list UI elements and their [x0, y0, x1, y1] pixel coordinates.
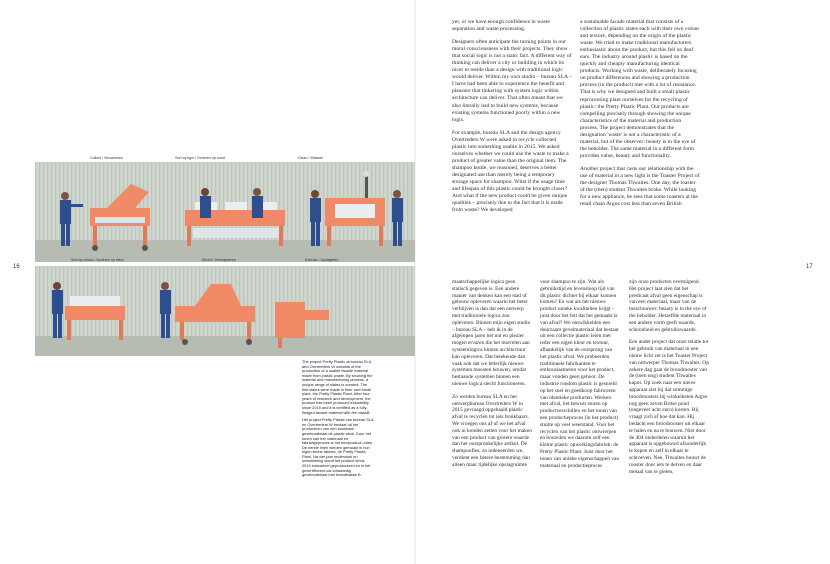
- photo-label-collect: Collect / Verzamelen: [90, 156, 123, 160]
- paragraph: a sustainable facade material that consists of a collection of plastic slates each with their own colour and texture, depending on the origin of the plastic waste. We tried to make traditional manufacturers enthusiastic about the product, but this fell on deaf ears. The industry around plastic is based on the quickly and cheaply manufacturing identical products. Working with waste, deliberately focusing on product differences and showing a production process (in the product) met with a lot of resistance. That is why we designed and built a small plastic reprocessing plant ourselves for the recycling of plastic: the Pretty Plastic Plant. Our products are compelling precisely through showing the unique characteristics of the material and production process. The project demonstrates that the designation 'waste' is not a characteristic of a material, but of the observer: beauty is in the eye of the beholder. The same material in a different form provides value, beauty and functionality.: [580, 19, 700, 159]
- english-column-2: [580, 19, 700, 214]
- dutch-column-3: [629, 279, 709, 481]
- photo-label-shred: Shred / Versnipperen: [202, 258, 236, 262]
- paragraph: For example, bureau SLA and the design agency Overtreders W were asked to recycle collected plastic into something usable in 2015. We asked ourselves whether we could use the waste to make a product of greater value than the original item. The shampoo bottle, we reasoned, deserves a better designated use than merely being a temporary storage space for shampoo. What if the usage time and lifespan of this plastic could be brought closer? And what if the new product could be given unique qualities – precisely due to the fact that it is made from waste? We developed: [452, 129, 569, 214]
- english-column-1: [452, 19, 572, 220]
- paragraph: Another project that casts our relationship with the use of material in a new light is the Toaster Project of the designer Thomas Thwaites. One day, the toaster of the (then) student Thwaites broke. While looking for a new appliance, he sees that some toasters at the retail chain Argos cost less than seven British: [580, 165, 700, 208]
- paragraph: Een ander project dat onze relatie tot het gebruik van materiaal in een nieuw licht zet is het Toaster Project van ontwerper Thomas Thwaites. Op zekere dag gaat de broodrooster van de (toen nog) student Thwaites kapot. Op zoek naar een nieuw apparaat ziet hij dat sommige broodroosters bij winkelketen Argos nog geen zeven Britse pond (ongeveer acht euro) kosten. Hij vraagt zich af hoe dat kan. Hij bedacht een broodrooster uit elkaar te halen en na te bouwen. Niet door de 404 onderdelen waaruit het apparaat is opgebouwd afzonderlijk te kopen en zelf in elkaar te schroeven. Nee, Thwaites bouwt de rooster door iets te delven en daar metaal van te gieten,: [629, 339, 709, 475]
- process-photo-top: [35, 162, 415, 262]
- photo-label-extrude: Extrude / Spuitgieten: [305, 258, 339, 262]
- paragraph: maatschappelijke logica geen statisch gegeven is. Een andere manier van denken kan een stad of gebouw opleveren waarin het beter verblijven is dan dat een ontwerp met traditionele logica zou opleveren. Binnen mijn eigen studio – bureau SLA – heb ik in de afgelopen jaren het nut en plezier mogen ervaren die het morrelen aan systeemlogica binnen architectuur kan opleveren. Dat betekende dan vaak ook dat we letterlijk nieuwe systemen moesten bouwen, omdat bestaande systemen binnen een nieuwe logica slecht functioneren.: [452, 279, 531, 387]
- paragraph: Zo werden bureau SLA en het ontwerpbureau Overtreders W in 2015 gevraagd opgehaald plastic afval te recyclen tot iets bruikbaars. We vroegen ons af of we het afval ook in konden zetten voor het maken van een product van grotere waarde dan het oorspronkelijke artikel. De shampoofles, zo redeneerden we, verdient een betere bestemming dan alleen maar tijdelijke opslagruimte: [452, 393, 532, 468]
- photo-label-clean: Clean / Wassen: [298, 156, 324, 160]
- caption-dutch: Het project Pretty Plastic van bureau SLA en Overtreders W bestaat uit het produceren van een bruikbaar gevelmateriaal uit plastic afval. Door het tonen van het materiaal en fabricageproces is het eindproduct uniek. De eerste leien werden gemaakt in hun eigen kleine fabriek, de Pretty Plastic Plant. Na vier jaar onderzoek en ontwikkeling wordt het product sinds 2019 industrieel geproduceerd en is het gecertificeerd als volwaardig gevelmateriaal met brandklasse B.: [302, 417, 374, 478]
- photo-label-sort-type: Sort by type / Sorteren op soort: [175, 156, 225, 160]
- caption-english: The project Pretty Plastic at bureau SLA and Overtreders W consists of the production of a usable facade material made from plastic waste. By showing the material and manufacturing process, a unique range of slates is created. The first slates were made in their own small plant, the Pretty Plastic Plant. After four years of research and development, the product has been produced industrially since 2019 and it is certified as a fully-fledged facade material with fire classB.: [302, 359, 373, 415]
- paragraph: Designers often anticipate the turning points in our moral consciousness with their projects. They show that social logic is not a static fact. A different way of thinking can deliver a city or building in which its nicer to reside than a design with traditional logic would deliver. Within my own studio – bureau SLA – I have had been able to experience the benefit and pleasure that tinkering with system logic within architecture can deliver. That often meant that we also literally had to build new systems, because existing systems functioned poorly within a new logic.: [452, 39, 572, 123]
- dutch-column-1: [452, 279, 532, 475]
- process-photo-bottom: [35, 266, 415, 356]
- dutch-column-2: [540, 279, 620, 475]
- paragraph: zijn onze producten overtuigend. Het project laat zien dat het predicaat afval geen eigenschap is van een materiaal, maar van de toeschouwer: beauty is in the eye of the beholder. Hetzelfde materiaal in een andere vorm geeft waarde, schoonheid en gebruikswaarde.: [629, 279, 707, 333]
- paragraph: voor shampoo te zijn. Wat als gebruikstijd en levensloop tijd van dit plastic dichter bij elkaar kunnen komen? En wat als het nieuwe product unieke kwaliteiten krijgt – juist door het feit dat het gemaakt is van afval? We ontwikkelden een duurzaam gevelmateriaal dat bestaat uit een collectie plastic leien met ieder een eigen kleur en textuur, afhankelijk van de oorsprong van het plastic afval. We probeerden traditionele fabrikanten te enthousiasmeren voor het product, maar vonden geen gehoor. De industrie rondom plastic is gestoeld op het snel en goedkoop fabriceren van identieke producten. Werken met afval, het bewust sturen op productverschillen en het tonen van een productieproces (in het product) stuitte op veel weerstand. Voor het recyclen van het plastic ontwierpen en bouwden we daarom zelf een kleine plastic opwerkingsfabriek: de Pretty Plastic Plant. Juist door het tonen van unieke eigenschappen van materiaal en productieproces: [540, 279, 620, 469]
- page-number-right: 17: [806, 264, 813, 270]
- paragraph: yet, or we have enough confidence in waste separation and waste processing.: [452, 19, 550, 33]
- page-number-left: 16: [13, 264, 20, 270]
- photo-label-sort-colour: Sort by colour / Sorteren op kleur: [71, 258, 124, 262]
- sidebar-caption: [302, 360, 374, 481]
